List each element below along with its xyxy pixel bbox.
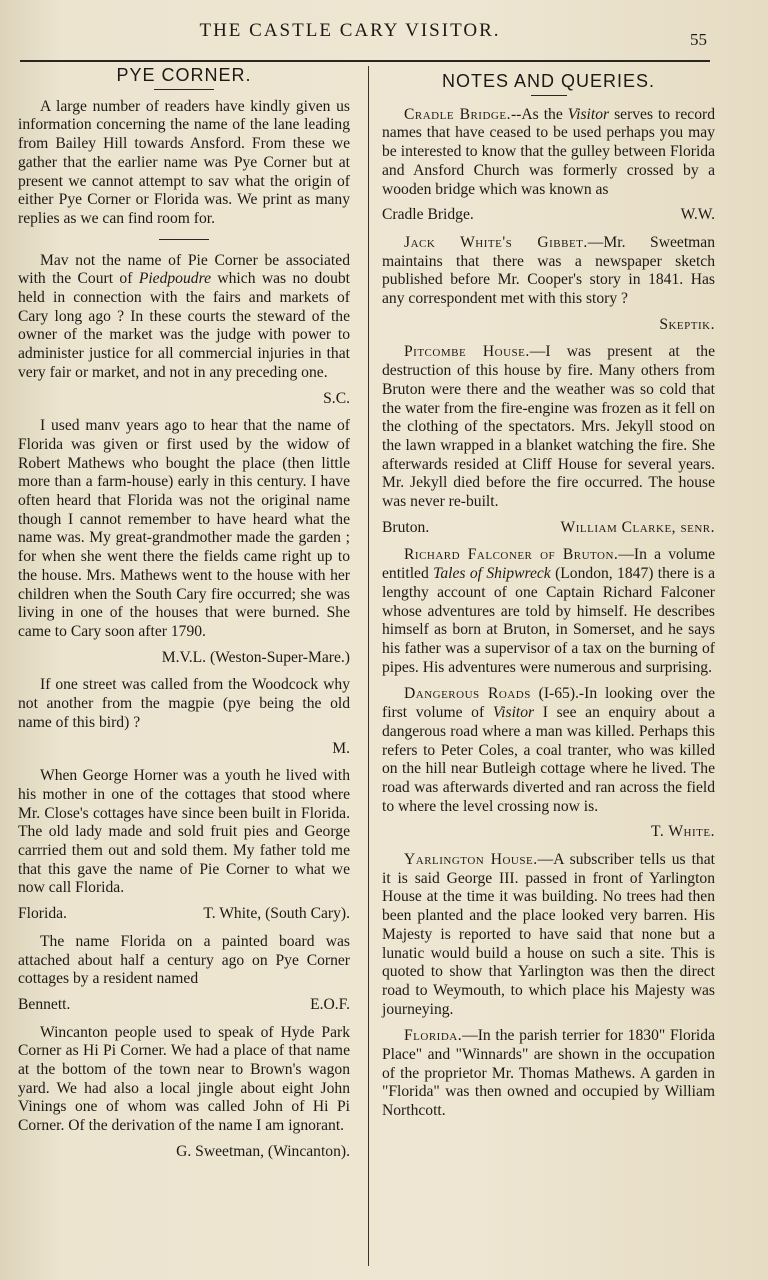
note-paragraph — [382, 685, 715, 816]
reply-paragraph: I used manv years ago to hear that the name of Florida was given or first used by the widow of Robert Mathews who bought the place (then little more than a farm-house) early in this century. I have often heard that Florida was not the original name though I cannot remember to have heard what the name was. My great-grandmother made the garden ; for when she went there the fields came right up to the house. Mrs. Mathews went to the house with her children when the South Cary fire occurred; she was living in one of the houses that were burned. She came to Cary soon after 1790. — [18, 417, 350, 640]
italic-term: Piedpoudre — [138, 270, 211, 288]
reply-paragraph: When George Horner was a youth he lived with his mother in one of the cottages that stood where Mr. Close's cottages have since been built in Florida. The old lady made and sold fruit pies and George carrried them out and sold them. My father told me that this gave the name of Pie Corner to what we now call Florida. — [18, 767, 350, 897]
signature: M.V.L. (Weston-Super-Mare.) — [161, 648, 350, 666]
signature-line — [18, 905, 350, 924]
page-number: 55 — [690, 30, 707, 49]
signature: M. — [332, 739, 350, 757]
text-span: (I-65).-In looking over the first volume of — [382, 685, 716, 722]
italic-term: Visitor — [492, 704, 535, 722]
note-paragraph — [382, 106, 715, 200]
signature: E.O.F. — [310, 995, 350, 1013]
signature: William Clarke, senr. — [560, 518, 715, 536]
text-span: Mav not the name of Pie Corner be associated with the Court of — [18, 251, 350, 288]
text-span: —I was present at the destruction of this house by fire. Many others from Bruton were there and the weather was so cold that the water from the fire-engine was frozen as it fell on the clothing of the spectators. Mrs. Jekyll stood on the lawn wrapped in a blanket watching the fire. She afterwards resided at Cliff House for several years. Mr. Jekyll died before the fire occurred. The house was never re-built. — [382, 343, 715, 511]
signature: T. White. — [650, 823, 715, 841]
note-end-text: Cradle Bridge. — [382, 206, 474, 224]
right-column — [382, 64, 715, 1129]
text-span: which was no doubt held in connection with the fairs and markets of Cary long ago ? In these courts the steward of the owner of the market was the judge with power to administer justice for all commercial injuries in that very fair or market, and not in any preceding one. — [18, 270, 350, 381]
note-paragraph — [382, 546, 715, 677]
reply-paragraph: The name Florida on a painted board was attached about half a century ago on Pye Corner cottages by a resident named — [18, 932, 350, 988]
signature: Skeptik. — [659, 315, 715, 333]
note-paragraph — [382, 1027, 715, 1121]
resident-name: Bennett. — [18, 995, 71, 1013]
note-paragraph — [382, 343, 715, 511]
reply-paragraph — [18, 252, 350, 383]
italic-term: Visitor — [567, 105, 610, 123]
text-span: serves to record names that have ceased to be used perhaps you may be interested to know that the gulley between Florida and Ansford Church was formerly crossed by a wooden bridge which was known as — [382, 105, 715, 198]
text-span: —A subscriber tells us that it is said George III. passed in front of Yarlington House at the time it was building. No trees had then been planted and the place looked very barren. His Majesty is reported to have said that none but a lunatic would build a house on such a site. This is quoted to show that Yarlington was then the direct road to Weymouth, to which place his Majesty was journeying. — [382, 851, 715, 1018]
signature: G. Sweetman, (Wincanton). — [176, 1142, 350, 1160]
signature-line — [382, 206, 715, 225]
running-head: THE CASTLE CARY VISITOR. — [199, 20, 501, 41]
section-title-notes-queries: NOTES AND QUERIES. — [441, 71, 656, 91]
signature: T. White, (South Cary). — [203, 905, 350, 923]
note-paragraph — [382, 234, 715, 309]
text-span: —In a volume entitled — [382, 546, 715, 583]
title-rule — [154, 89, 214, 90]
text-span: —Mr. Sweetman maintains that there was a newspaper sketch published before Mr. Cooper's story in 1841. Has any correspondent met with this story ? — [382, 233, 715, 308]
italic-term: Tales of Shipwreck — [433, 565, 551, 583]
title-rule — [531, 95, 567, 96]
note-heading: Yarlington House. — [404, 851, 538, 869]
intro-paragraph: A large number of readers have kindly given us information concerning the name of the lane leading from Bailey Hill towards Ansford. From these we gather that the earlier name was Pye Corner but at present we cannot attempt to sav what the origin of either Pye Corner or Florida was. We print as many replies as we can find room for. — [18, 97, 350, 227]
article-title-pye-corner: PYE CORNER. — [116, 65, 252, 85]
note-heading: Richard Falconer of Bruton. — [404, 546, 619, 564]
signature-line — [18, 996, 350, 1015]
note-heading: Florida. — [404, 1027, 463, 1045]
signature: S.C. — [323, 389, 350, 407]
text-span: —In the parish terrier for 1830" Florida Place" and "Winnards" are shown in the occupation of the proprietor Mr. Thomas Mathews. A garden in "Florida" was then owned and occupied by William Northcott. — [382, 1027, 715, 1120]
place-name: Florida. — [18, 905, 67, 923]
text-span: I see an enquiry about a dangerous road where a man was killed. Perhaps this refers to Peter Coles, a coal tranter, who was killed on the hill near Butleigh cottage where he lived. The road was afterwards diverted and ran across the field to where the level crossing now is. — [382, 704, 715, 815]
text-span: (London, 1847) there is a lengthy account of one Captain Richard Falconer whose adventures are told by himself. He describes himself as born at Bruton, in Somerset, and he says his father was a supervisor of a tax on the burning of pipes. His adventures were numerous and surprising. — [382, 565, 715, 676]
column-divider — [368, 66, 369, 1266]
left-column — [18, 64, 350, 1171]
note-heading: Cradle Bridge. — [404, 105, 511, 123]
note-heading: Pitcombe House. — [404, 343, 530, 361]
separator-rule — [159, 239, 209, 240]
signature-line — [382, 519, 715, 538]
note-heading: Dangerous Roads — [404, 685, 531, 703]
text-span: --As the — [510, 105, 568, 123]
reply-paragraph: If one street was called from the Woodcock why not another from the magpie (pye being the old name of this bird) ? — [18, 676, 350, 731]
reply-paragraph: Wincanton people used to speak of Hyde Park Corner as Hi Pi Corner. We had a place of that name at the bottom of the town near to Brown's wagon yard. We had also a local jingle about eight John Vinings one of whom was called John of Hi Pi Corner. Of the derivation of the name I am ignorant. — [18, 1023, 350, 1135]
note-heading: Jack White's Gibbet. — [404, 233, 588, 251]
header-rule — [20, 60, 710, 62]
place-name: Bruton. — [382, 518, 430, 536]
note-paragraph — [382, 851, 715, 1019]
signature: W.W. — [680, 206, 715, 224]
